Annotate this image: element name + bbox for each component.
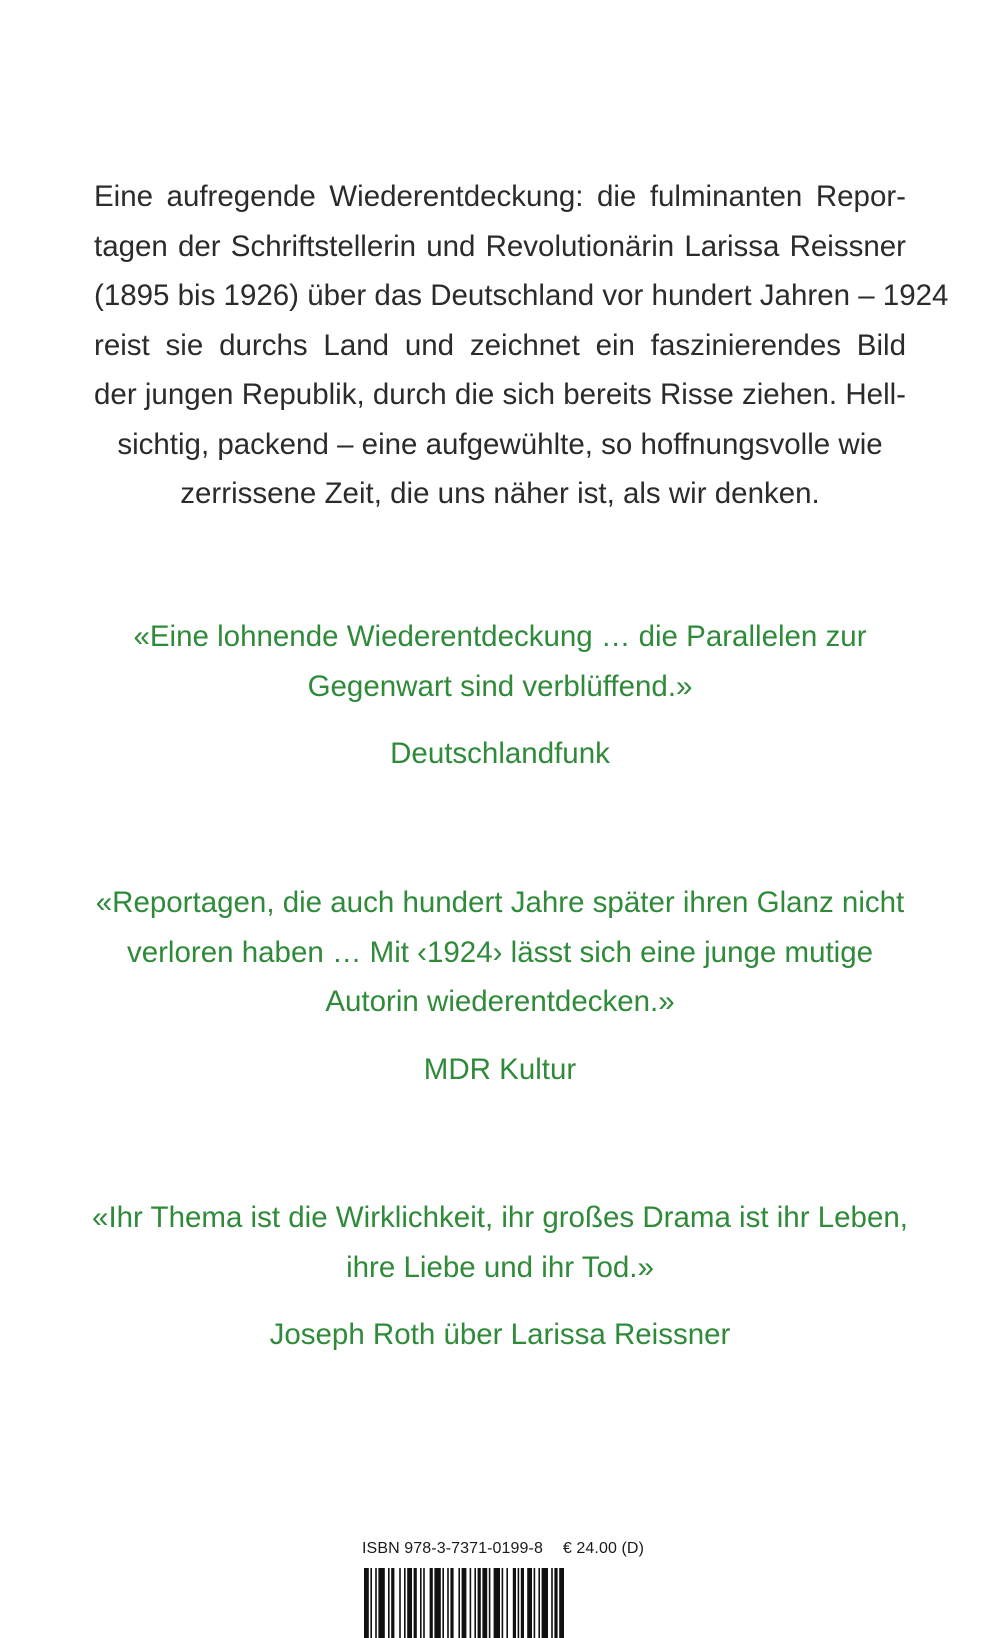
- blurb-line: tagen der Schriftstellerin und Revolutionärin Larissa Reissner: [94, 229, 906, 263]
- blurb-line: zerrissene Zeit, die uns näher ist, als wir denken.: [180, 477, 820, 510]
- quote-line: Autorin wiederentdecken.»: [325, 985, 675, 1018]
- barcode-bar: [404, 1568, 406, 1638]
- blurb-line: sichtig, packend – eine aufgewühlte, so hoffnungsvolle wie: [117, 427, 883, 461]
- barcode-graphic: [362, 1568, 644, 1638]
- barcode-bar: [370, 1568, 372, 1638]
- barcode-bar: [506, 1568, 508, 1638]
- blurb-text: [94, 172, 949, 519]
- blurb-line: der jungen Republik, durch die sich bereits Risse ziehen. Hell-: [94, 378, 906, 411]
- quote-line: «Ihr Thema ist die Wirklichkeit, ihr großes Drama ist ihr Leben,: [92, 1201, 908, 1234]
- blurb-line: (1895 bis 1926) über das Deutschland vor hundert Jahren – 1924: [94, 279, 949, 312]
- barcode-bar: [518, 1568, 520, 1638]
- barcode-bar: [450, 1568, 453, 1638]
- review-quote-joseph-roth: [60, 1193, 940, 1360]
- barcode-bar: [447, 1568, 449, 1638]
- barcode-bar: [478, 1568, 481, 1638]
- barcode-bar: [554, 1568, 557, 1638]
- barcode-bar: [527, 1568, 532, 1638]
- barcode-bar: [388, 1568, 390, 1638]
- quote-line: «Reportagen, die auch hundert Jahre später ihren Glanz nicht: [95, 886, 905, 919]
- barcode-bar: [534, 1568, 536, 1638]
- isbn-number: ISBN 978-3-7371-0199-8: [362, 1540, 543, 1557]
- blurb-line: reist sie durchs Land und zeichnet ein faszinierendes Bild: [94, 328, 906, 362]
- quote-line: verloren haben … Mit ‹1924› lässt sich eine junge mutige: [126, 935, 874, 969]
- barcode-bar: [414, 1568, 417, 1638]
- barcode-bar: [407, 1568, 412, 1638]
- quote-source: Joseph Roth über Larissa Reissner: [269, 1318, 731, 1351]
- quote-line: Gegenwart sind verblüffend.»: [307, 669, 693, 703]
- barcode-bar: [430, 1568, 433, 1638]
- quote-source: Deutschlandfunk: [390, 737, 610, 770]
- barcode-bar: [375, 1568, 377, 1638]
- barcode-bar: [502, 1568, 504, 1638]
- barcode-bar: [423, 1568, 425, 1638]
- quote-line: «Eine lohnende Wiederentdeckung … die Parallelen zur: [133, 620, 867, 653]
- barcode-bar: [538, 1568, 540, 1638]
- review-quote-deutschlandfunk: [60, 612, 940, 779]
- barcode-bar: [458, 1568, 460, 1638]
- isbn-line: [362, 1540, 644, 1562]
- barcode-bar: [482, 1568, 487, 1638]
- barcode-bar: [559, 1568, 564, 1638]
- barcode-bar: [551, 1568, 553, 1638]
- barcode-bar: [442, 1568, 444, 1638]
- review-quote-mdr-kultur: [60, 878, 940, 1094]
- price: € 24.00 (D): [562, 1540, 644, 1557]
- quote-source: MDR Kultur: [423, 1052, 577, 1086]
- barcode-bar: [391, 1568, 394, 1638]
- barcode-bar: [474, 1568, 476, 1638]
- barcode-bar: [542, 1568, 548, 1638]
- barcode-bar: [364, 1568, 369, 1638]
- barcode-bar: [434, 1568, 440, 1638]
- barcode-bar: [513, 1568, 516, 1638]
- barcode-bar: [521, 1568, 524, 1638]
- barcode-bar: [399, 1568, 401, 1638]
- blurb-line: Eine aufregende Wiederentdeckung: die fulminanten Repor-: [94, 180, 906, 213]
- barcode-bar: [470, 1568, 472, 1638]
- barcode-bar: [489, 1568, 491, 1638]
- barcode-bar: [462, 1568, 467, 1638]
- isbn-barcode-block: [362, 1540, 644, 1638]
- barcode-bar: [494, 1568, 500, 1638]
- barcode-icon: [362, 1568, 644, 1638]
- barcode-bar: [378, 1568, 384, 1638]
- barcode-bar: [420, 1568, 422, 1638]
- quote-line: ihre Liebe und ihr Tod.»: [346, 1250, 654, 1284]
